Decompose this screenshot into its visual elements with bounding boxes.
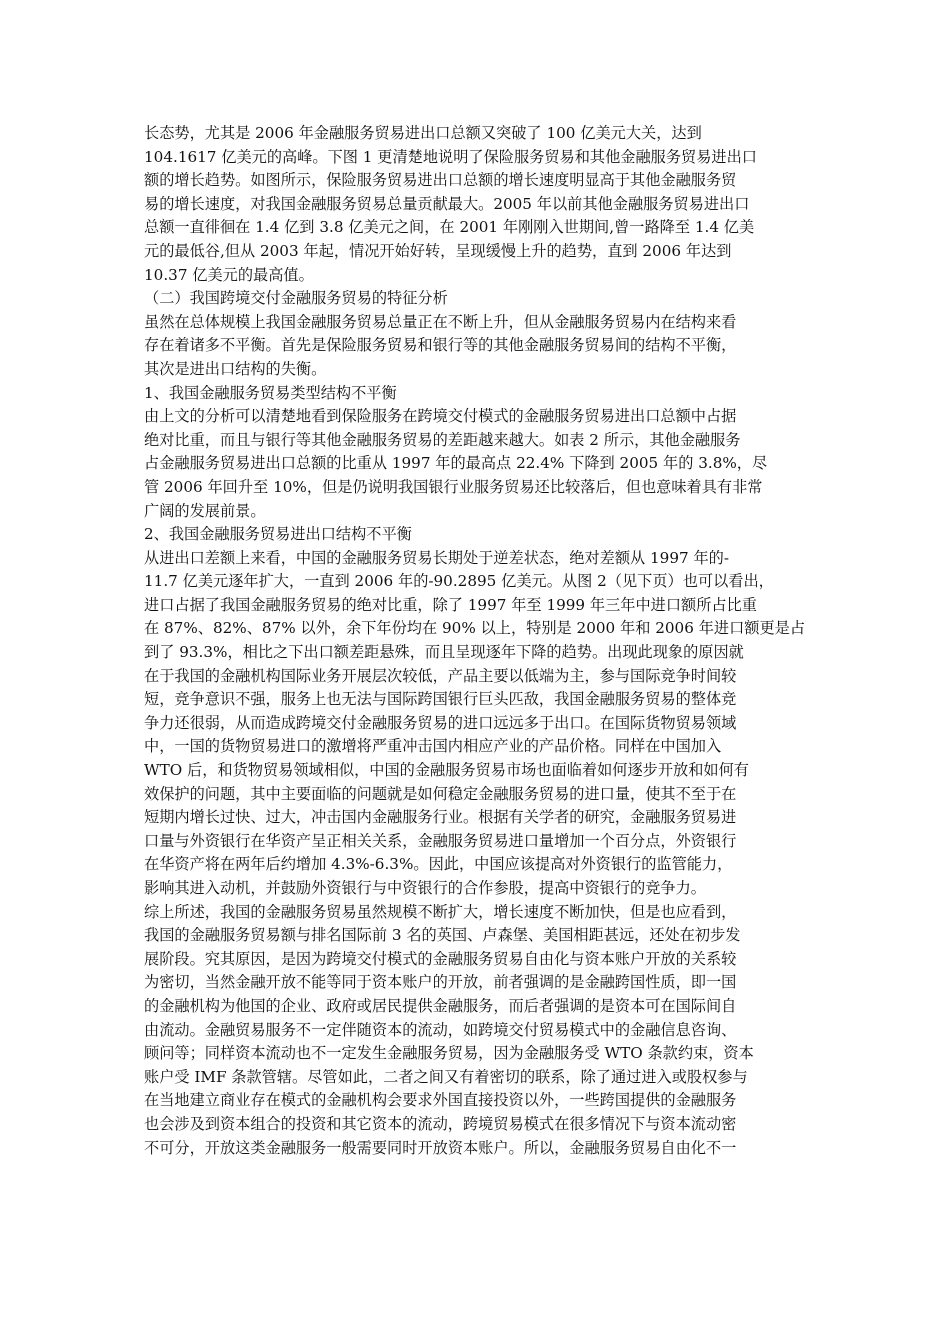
subsection-heading: 1、我国金融服务贸易类型结构不平衡 [144,383,397,402]
text-line: 到了 93.3%，相比之下出口额差距悬殊，而且呈现逐年下降的趋势。出现此现象的原因就 [144,643,744,662]
text-line: 影响其进入动机，并鼓励外资银行与中资银行的合作参股，提高中资银行的竞争力。 [144,879,706,897]
text-line: 在华资产将在两年后约增加 4.3%-6.3%。因此，中国应该提高对外资银行的监管能力， [144,855,733,874]
text-line: 进口占据了我国金融服务贸易的绝对比重，除了 1997 年至 1999 年三年中进口额所占比重 [144,595,757,614]
section-heading: （二）我国跨境交付金融服务贸易的特征分析 [144,289,448,308]
text-line: 额的增长趋势。如图所示，保险服务贸易进出口总额的增长速度明显高于其他金融服务贸 [144,171,737,190]
text-line: 争力还很弱，从而造成跨境交付金融服务贸易的进口远远多于出口。在国际货物贸易领域 [144,713,737,732]
text-line: 的金融机构为他国的企业、政府或居民提供金融服务，而后者强调的是资本可在国际间自 [144,996,737,1015]
text-line: 在当地建立商业存在模式的金融机构会要求外国直接投资以外，一些跨国提供的金融服务 [144,1091,737,1110]
text-line: 效保护的问题，其中主要面临的问题就是如何稳定金融服务贸易的进口量，使其不至于在 [144,784,737,803]
text-line: 口量与外资银行在华资产呈正相关关系，金融服务贸易进口量增加一个百分点，外资银行 [144,831,737,850]
text-line: 不可分，开放这类金融服务一般需要同时开放资本账户。所以，金融服务贸易自由化不一 [144,1138,737,1157]
text-line: 我国的金融服务贸易额与排名国际前 3 名的英国、卢森堡、美国相距甚远，还处在初步发 [144,926,741,945]
text-line: 11.7 亿美元逐年扩大，一直到 2006 年的-90.2895 亿美元。从图 2（见下页）也可以看出， [144,572,774,591]
text-line: 中，一国的货物贸易进口的激增将严重冲击国内相应产业的产品价格。同样在中国加入 [144,737,722,756]
text-line: 短，竞争意识不强，服务上也无法与国际跨国银行巨头匹敌，我国金融服务贸易的整体竞 [144,690,737,709]
text-line: 10.37 亿美元的最高值。 [144,265,314,284]
text-line: 从进出口差额上来看，中国的金融服务贸易长期处于逆差状态，绝对差额从 1997 年的- [144,548,730,567]
text-line: 展阶段。究其原因，是因为跨境交付模式的金融服务贸易自由化与资本账户开放的关系较 [144,949,737,968]
text-line: 元的最低谷,但从 2003 年起，情况开始好转，呈现缓慢上升的趋势，直到 2006 年达到 [144,241,732,260]
text-line: 广阔的发展前景。 [144,501,266,520]
text-line: 为密切，当然金融开放不能等同于资本账户的开放，前者强调的是金融跨国性质，即一国 [144,973,737,992]
text-line: 由流动。金融贸易服务不一定伴随资本的流动，如跨境交付贸易模式中的金融信息咨询、 [144,1020,737,1039]
text-line: 由上文的分析可以清楚地看到保险服务在跨境交付模式的金融服务贸易进出口总额中占据 [144,407,737,426]
text-line: 易的增长速度，对我国金融服务贸易总量贡献最大。2005 年以前其他金融服务贸易进出口 [144,194,750,213]
document-body [144,122,820,1160]
text-line: 104.1617 亿美元的高峰。下图 1 更清楚地说明了保险服务贸易和其他金融服务贸易进出口 [144,147,757,166]
text-line: 短期内增长过快、过大，冲击国内金融服务行业。根据有关学者的研究，金融服务贸易进 [144,808,737,827]
text-line: 绝对比重，而且与银行等其他金融服务贸易的差距越来越大。如表 2 所示，其他金融服务 [144,430,741,449]
text-line: WTO 后，和货物贸易领域相似，中国的金融服务贸易市场也面临着如何逐步开放和如何有 [144,761,749,780]
text-line: 存在着诸多不平衡。首先是保险服务贸易和银行等的其他金融服务贸易间的结构不平衡， [144,336,737,355]
text-line: 在 87%、82%、87% 以外，余下年份均在 90% 以上，特别是 2000 年和 2006 年进口额更是占 [144,619,806,638]
text-line: 长态势，尤其是 2006 年金融服务贸易进出口总额又突破了 100 亿美元大关，达到 [144,124,702,142]
text-line: 占金融服务贸易进出口总额的比重从 1997 年的最高点 22.4% 下降到 2005 年的 3.8%，尽 [144,454,768,473]
text-line: 其次是进出口结构的失衡。 [144,359,327,378]
text-line: 账户受 IMF 条款管辖。尽管如此，二者之间又有着密切的联系，除了通过进入或股权参与 [144,1067,748,1086]
text-line: 也会涉及到资本组合的投资和其它资本的流动，跨境贸易模式在很多情况下与资本流动密 [144,1114,737,1133]
subsection-heading: 2、我国金融服务贸易进出口结构不平衡 [144,525,412,544]
text-line: 虽然在总体规模上我国金融服务贸易总量正在不断上升，但从金融服务贸易内在结构来看 [144,312,737,331]
text-line: 在于我国的金融机构国际业务开展层次较低，产品主要以低端为主，参与国际竞争时间较 [144,666,737,685]
text-line: 顾问等；同样资本流动也不一定发生金融服务贸易，因为金融服务受 WTO 条款约束，资本 [144,1044,754,1063]
text-line: 管 2006 年回升至 10%，但是仍说明我国银行业服务贸易还比较落后，但也意味着具有非常 [144,477,763,496]
text-line: 总额一直徘徊在 1.4 亿到 3.8 亿美元之间，在 2001 年刚刚入世期间,曾一路降至 1.4 亿美 [144,218,755,237]
text-line: 综上所述，我国的金融服务贸易虽然规模不断扩大，增长速度不断加快，但是也应看到， [144,902,737,921]
